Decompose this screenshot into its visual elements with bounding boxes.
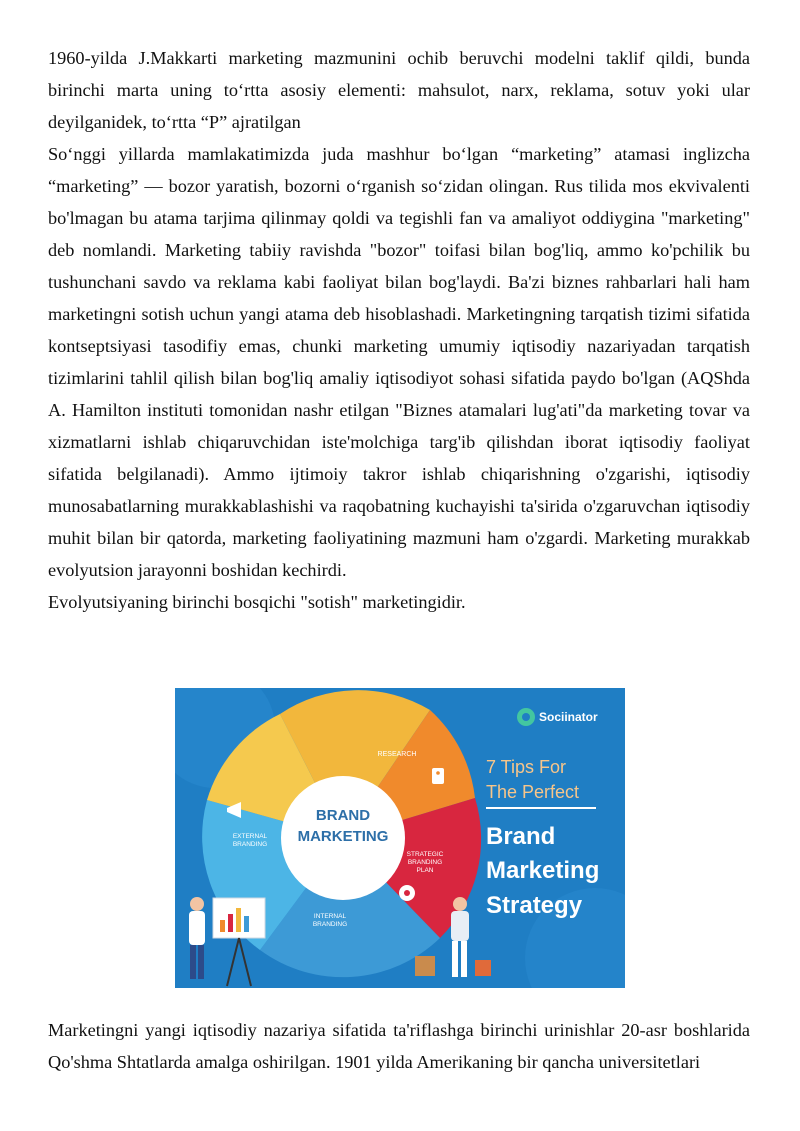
paragraph-2: So‘nggi yillarda mamlakatimizda juda mashhur bo‘lgan “marketing” atamasi inglizcha “marketing” — bozor yaratish, bozorni o‘rganish so‘zidan olingan. Rus tilida mos ekvivalenti bo'lmagan bu atama tarjima qilinmay qoldi va tegishli fan va amaliyot oddiygina "marketing" deb nomlandi. Marketing tabiiy ravishda "bozor" toifasi bilan bog'liq, ammo ko'pchilik bu tushunchani savdo va reklama kabi faoliyat bilan bog'laydi. Ba'zi biznes rahbarlari hali ham marketingni sotish uchun yangi atama deb hisoblashadi. Marketingning tarqatish tizimi sifatida kontseptsiyasi tasodifiy emas, chunki marketing umumiy iqtisodiy nazariyadan tarqatish tizimlarini tahlil qilish bilan bog'liq amaliy iqtisodiyot sohasi sifatida paydo bo'lgan (AQShda A. Hamilton instituti tomonidan nashr etilgan "Biznes atamalari lug'ati"da marketing tovar va xizmatlarni ishlab chiqaruvchidan iste'molchiga targ'ib qilishdan iborat iqtisodiy faoliyat sifatida belgilanadi). Ammo ijtimoiy takror ishlab chiqarishning o'zgarishi, iqtisodiy munosabatlarning murakkablashishi va raqobatning kuchayishi ta'sirida o'zgaruvchan iqtisodiy muhit bilan bir qatorda, marketing faoliyatining mazmuni ham o'zgardi. Marketing murakkab evolyutsion jarayonni boshidan kechirdi.: [48, 144, 750, 580]
location-pin-icon: [399, 885, 415, 901]
headline-main-1: Brand: [486, 823, 556, 850]
document-page: [48, 42, 750, 618]
segment-label-strategic-3: PLAN: [416, 867, 434, 874]
headline-main-3: Strategy: [486, 892, 583, 919]
headline-top-1: 7 Tips For: [486, 757, 567, 777]
segment-label-external-1: EXTERNAL: [232, 833, 268, 840]
segment-label-strategic-1: STRATEGIC: [406, 851, 444, 858]
tag-icon: [432, 768, 444, 784]
infographic-svg: [175, 688, 625, 988]
headline-main-2: Marketing: [486, 857, 600, 884]
paragraph-3: Evolyutsiyaning birinchi bosqichi "sotish" marketingidir.: [48, 592, 466, 612]
segment-label-strategic-2: BRANDING: [407, 859, 443, 866]
segment-label-internal-1: INTERNAL: [313, 913, 347, 920]
document-page-bottom: [48, 1014, 750, 1078]
headline-divider: [486, 807, 596, 809]
paragraph-4: Marketingni yangi iqtisodiy nazariya sifatida ta'riflashga birinchi urinishlar 20-asr boshlarida Qo'shma Shtatlarda amalga oshirilgan. 1901 yilda Amerikaning bir qancha universitetlari: [48, 1020, 750, 1072]
sociinator-logo: [517, 708, 598, 726]
headline-top-2: The Perfect: [486, 782, 580, 802]
center-label-1: BRAND: [315, 807, 371, 824]
segment-label-external-2: BRANDING: [232, 841, 268, 848]
logo-text: Sociinator: [539, 710, 598, 724]
paragraph-1: 1960-yilda J.Makkarti marketing mazmunini ochib beruvchi modelni taklif qildi, bunda birinchi marta uning to‘rtta asosiy elementi: mahsulot, narx, reklama, sotuv yoki ular deyilganidek, to‘rtta “P” ajratilgan: [48, 48, 750, 132]
segment-label-research: RESEARCH: [377, 751, 417, 758]
center-label-2: MARKETING: [297, 828, 389, 845]
brand-marketing-infographic: [175, 688, 625, 988]
segment-label-internal-2: BRANDING: [312, 921, 348, 928]
